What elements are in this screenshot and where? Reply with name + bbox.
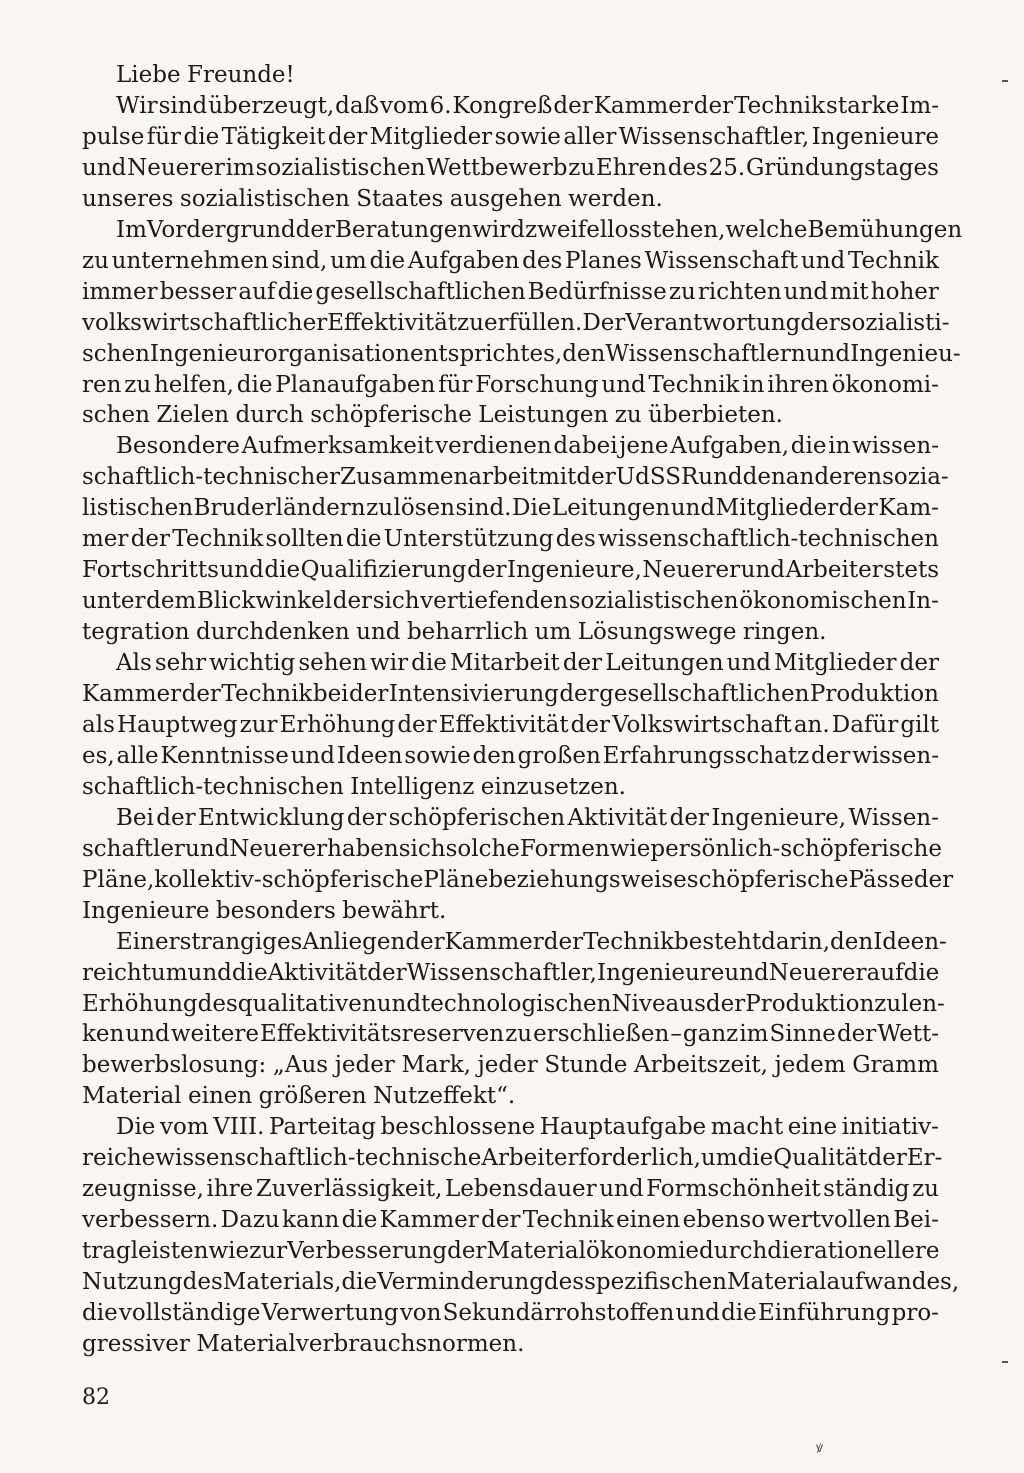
text-line: Die vom VIII. Parteitag beschlossene Hauptaufgabe macht eine initiativ- [116, 1114, 939, 1141]
text-line: Fortschritts und die Qualifizierung der Ingenieure, Neuerer und Arbeiter stets [82, 557, 939, 584]
text-line: ken und weitere Effektivitätsreserven zu erschließen – ganz im Sinne der Wett- [82, 1021, 939, 1048]
text-line: mer der Technik sollten die Unterstützung des wissenschaftlich-technischen [82, 526, 939, 553]
margin-mark-bottom [1002, 1361, 1008, 1363]
stray-scan-mark: ꝟ [816, 1440, 824, 1456]
text-line: Liebe Freunde! [116, 62, 295, 88]
text-line: schen Ingenieurorganisation entspricht es, den Wissenschaftlern und Ingenieu- [82, 340, 961, 367]
margin-mark-top [1002, 80, 1008, 82]
text-line: ren zu helfen, die Planaufgaben für Forschung und Technik in ihren ökonomi- [82, 371, 939, 398]
page-number: 82 [82, 1385, 110, 1410]
text-line: Material einen größeren Nutzeffekt“. [82, 1083, 516, 1110]
text-line: es, alle Kenntnisse und Ideen sowie den großen Erfahrungsschatz der wissen- [82, 742, 939, 769]
text-line: Als sehr wichtig sehen wir die Mitarbeit der Leitungen und Mitglieder der [116, 650, 939, 677]
text-line: zu unternehmen sind, um die Aufgaben des Planes Wissenschaft und Technik [82, 247, 939, 274]
text-line: Erhöhung des qualitativen und technologischen Niveaus der Produktion zu len- [82, 990, 945, 1017]
text-line: Besondere Aufmerksamkeit verdienen dabei jene Aufgaben, die in wissen- [116, 433, 939, 460]
text-line: und Neuerer im sozialistischen Wettbewerb zu Ehren des 25. Gründungstages [82, 154, 939, 181]
text-line: Ingenieure besonders bewährt. [82, 897, 447, 924]
text-line: reiche wissenschaftlich-technische Arbeit erforderlich, um die Qualität der Er- [82, 1145, 943, 1172]
text-line: Kammer der Technik bei der Intensivierung der gesellschaftlichen Produktion [82, 681, 939, 707]
text-line: volkswirtschaftlicher Effektivität zu erfüllen. Der Verantwortung der sozialisti- [82, 309, 950, 336]
text-line: Wir sind überzeugt, daß vom 6. Kongreß der Kammer der Technik starke Im- [116, 92, 939, 119]
text-line: pulse für die Tätigkeit der Mitglieder sowie aller Wissenschaftler, Ingenieure [82, 123, 939, 150]
text-line: Nutzung des Materials, die Verminderung des spezifischen Materialaufwandes, [82, 1269, 960, 1296]
text-line: schaftler und Neuerer haben sich solche Formen wie persönlich-schöpferische [82, 835, 942, 862]
text-line: als Hauptweg zur Erhöhung der Effektivität der Volkswirtschaft an. Dafür gilt [82, 711, 939, 738]
text-line: listischen Bruderländern zu lösen sind. Die Leitungen und Mitglieder der Kam- [82, 495, 939, 522]
text-line: schaftlich-technischer Zusammenarbeit mit der UdSSR und den anderen sozia- [82, 464, 949, 491]
text-line: unter dem Blickwinkel der sich vertiefenden sozialistischen ökonomischen In- [82, 588, 939, 615]
text-line: gressiver Materialverbrauchsnormen. [82, 1330, 525, 1357]
text-line: schen Zielen durch schöpferische Leistungen zu überbieten. [82, 402, 783, 429]
text-line: die vollständige Verwertung von Sekundärrohstoffen und die Einführung pro- [82, 1300, 939, 1326]
text-line: verbessern. Dazu kann die Kammer der Technik einen ebenso wertvollen Bei- [82, 1207, 939, 1234]
text-line: Im Vordergrund der Beratungen wird zweifellos stehen, welche Bemühungen [116, 216, 963, 243]
text-line: schaftlich-technischen Intelligenz einzusetzen. [82, 773, 626, 800]
text-line: Bei der Entwicklung der schöpferischen Aktivität der Ingenieure, Wissen- [116, 804, 939, 831]
text-line: tegration durchdenken und beharrlich um Lösungswege ringen. [82, 619, 827, 646]
text-line: Pläne, kollektiv-schöpferische Pläne beziehungsweise schöpferische Pässe der [82, 866, 954, 893]
text-line: Ein erstrangiges Anliegen der Kammer der Technik besteht darin, den Ideen- [116, 928, 947, 955]
text-line: bewerbslosung: „Aus jeder Mark, jeder Stunde Arbeitszeit, jedem Gramm [82, 1052, 939, 1079]
text-line: trag leisten wie zur Verbesserung der Materialökonomie durch die rationellere [82, 1238, 940, 1265]
text-line: reichtum und die Aktivität der Wissenschaftler, Ingenieure und Neuerer auf die [82, 959, 940, 986]
text-line: immer besser auf die gesellschaftlichen Bedürfnisse zu richten und mit hoher [82, 278, 939, 305]
text-line: unseres sozialistischen Staates ausgehen werden. [82, 185, 663, 212]
text-line: zeugnisse, ihre Zuverlässigkeit, Lebensdauer und Formschönheit ständig zu [82, 1176, 939, 1203]
